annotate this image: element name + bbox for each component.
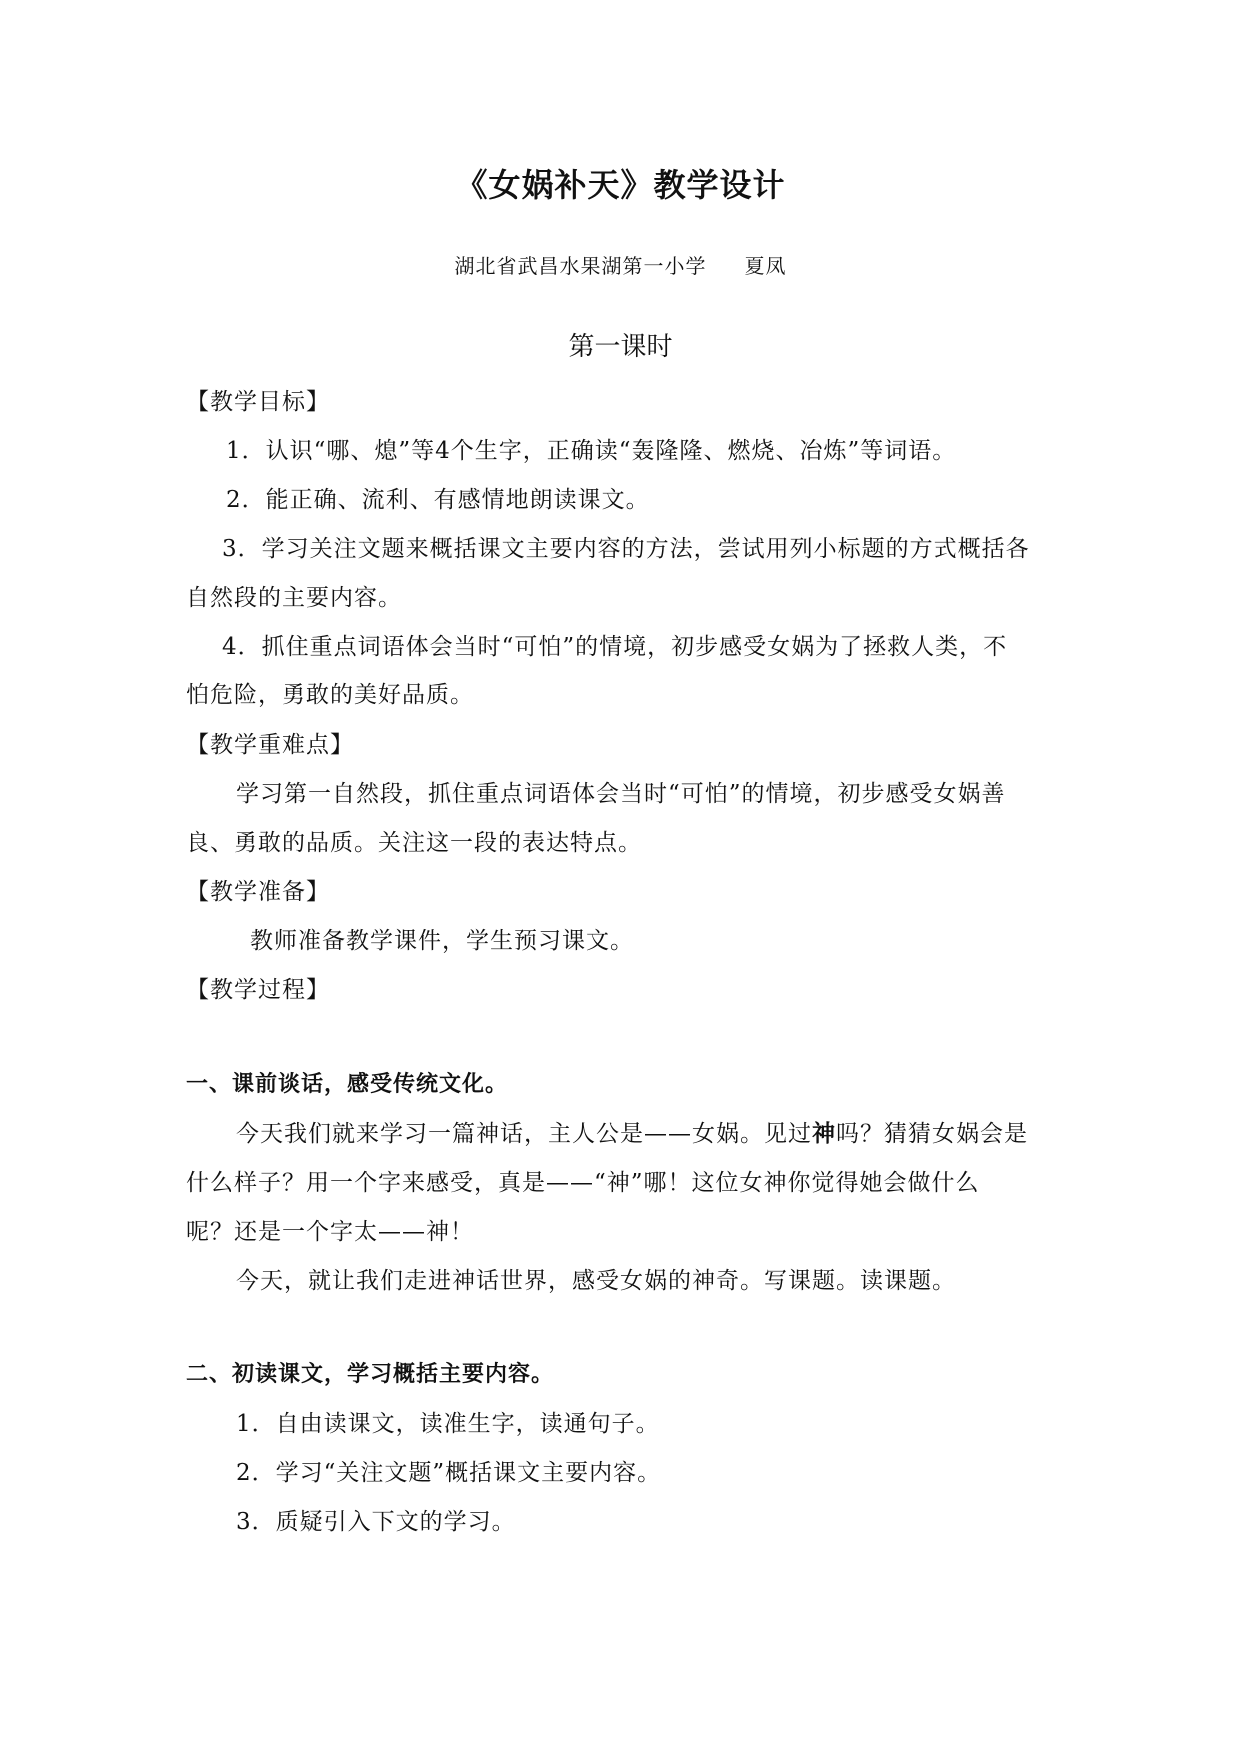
objectives-heading: 【教学目标】 [186,389,330,415]
keypoints-text-continued: 良、勇敢的品质。关注这一段的表达特点。 [186,830,642,856]
objective-item: 4．抓住重点词语体会当时“可怕”的情境，初步感受女娲为了拯救人类，不 [222,634,1008,660]
keypoints-text: 学习第一自然段，抓住重点词语体会当时“可怕”的情境，初步感受女娲善 [236,781,1006,807]
objective-item: 3．学习关注文题来概括课文主要内容的方法，尝试用列小标题的方式概括各 [222,536,1030,562]
document-title: 《女娲补天》教学设计 [455,166,786,204]
section2-item: 1．自由读课文，读准生字，读通句子。 [236,1411,660,1437]
section2-item: 2．学习“关注文题”概括课文主要内容。 [236,1460,662,1486]
section1-heading: 一、课前谈话，感受传统文化。 [186,1072,509,1097]
preparation-text: 教师准备教学课件，学生预习课文。 [250,928,634,954]
section1-text-a: 今天我们就来学习一篇神话，主人公是——女娲。见过 [236,1121,812,1147]
author-name: 夏凤 [744,254,787,278]
section1-paragraph-continued: 呢？还是一个字太——神！ [186,1219,474,1245]
preparation-heading: 【教学准备】 [186,879,330,905]
section2-item: 3．质疑引入下文的学习。 [236,1509,516,1535]
process-heading: 【教学过程】 [186,977,330,1003]
keypoints-heading: 【教学重难点】 [186,732,354,758]
lesson-heading: 第一课时 [568,332,673,362]
section1-paragraph-continued: 什么样子？用一个字来感受，真是——“神”哪！这位女神你觉得她会做什么 [186,1170,980,1196]
objective-item-continued: 自然段的主要内容。 [186,585,402,611]
author-school: 湖北省武昌水果湖第一小学 [454,254,707,278]
section1-bold-word: 神 [812,1121,836,1147]
section1-paragraph [236,1119,1028,1149]
section1-text-b: 吗？猜猜女娲会是 [836,1121,1028,1147]
author-line [0,252,1241,280]
objective-item: 1．认识“哪、熄”等4个生字，正确读“轰隆隆、燃烧、冶炼”等词语。 [226,438,957,464]
section1-paragraph2: 今天，就让我们走进神话世界，感受女娲的神奇。写课题。读课题。 [236,1268,956,1294]
section2-heading: 二、初读课文，学习概括主要内容。 [186,1362,555,1387]
objective-item: 2．能正确、流利、有感情地朗读课文。 [226,487,650,513]
objective-item-continued: 怕危险，勇敢的美好品质。 [186,682,474,708]
